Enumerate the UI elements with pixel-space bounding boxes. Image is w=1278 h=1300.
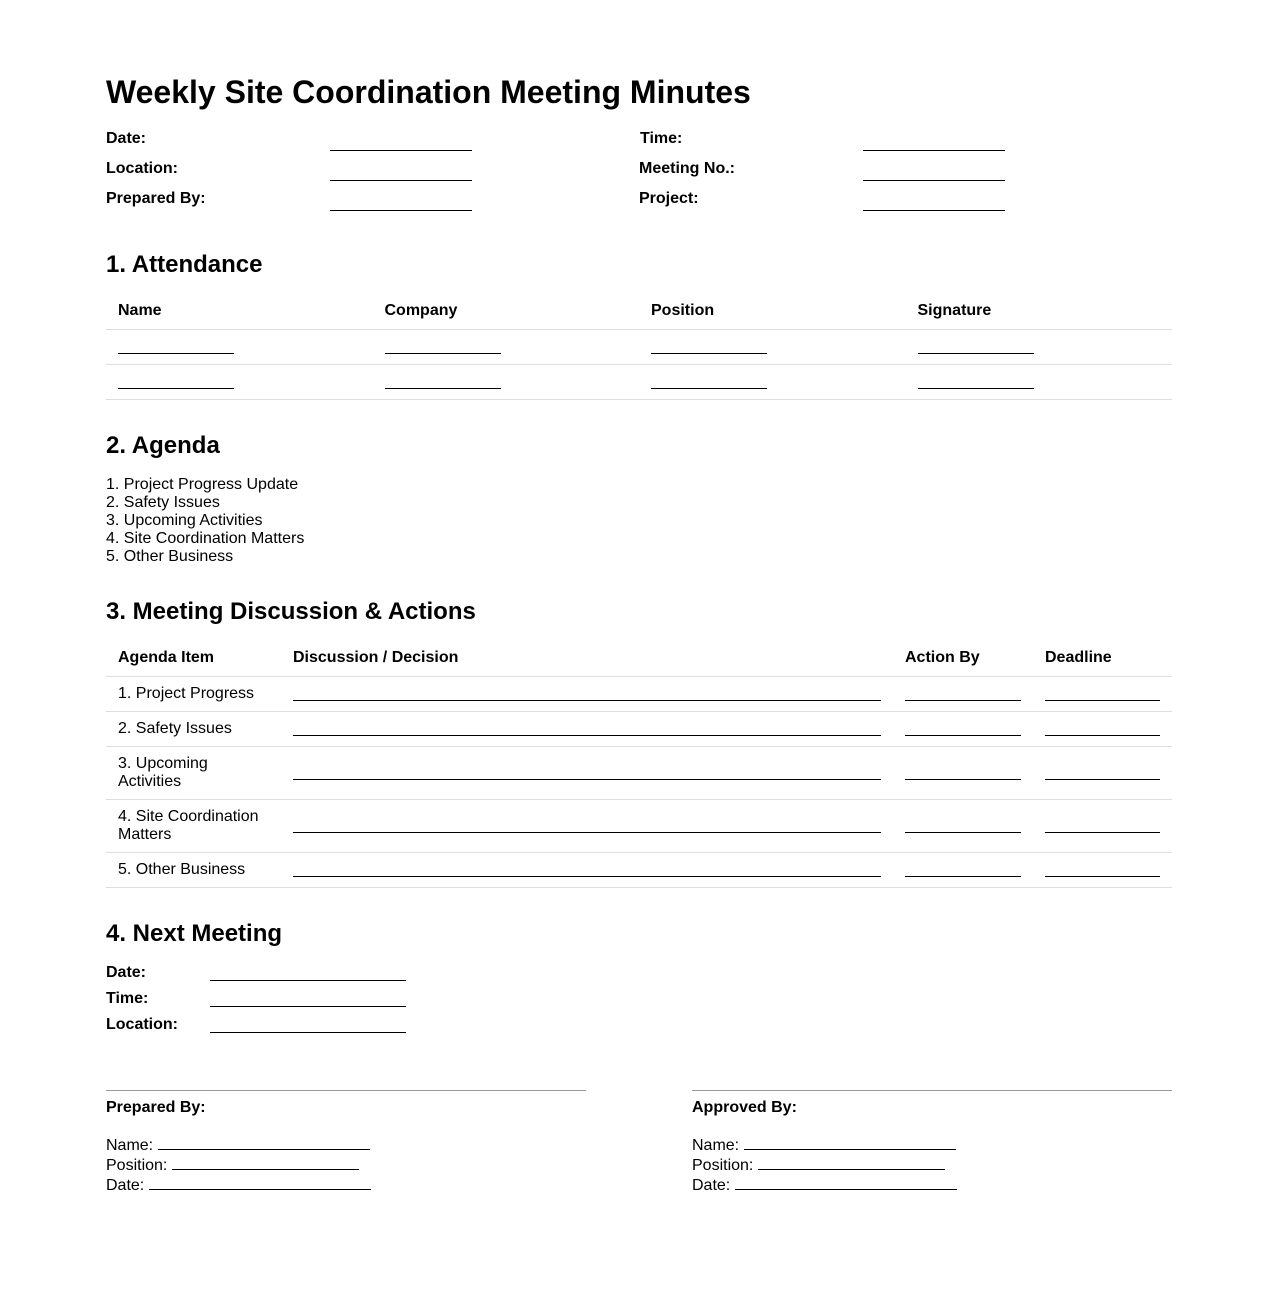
table-row [106, 799, 1172, 852]
prepared-by-field[interactable] [330, 188, 472, 211]
list-item: 5. Other Business [106, 548, 234, 565]
position-field[interactable] [651, 372, 767, 389]
table-row [106, 711, 1172, 746]
position-label: Position: [106, 1157, 168, 1174]
meeting-no-label: Meeting No.: [639, 160, 735, 177]
deadline-field[interactable] [1045, 684, 1160, 701]
agenda-list [106, 476, 304, 566]
list-item: 1. Project Progress Update [106, 476, 299, 493]
action-by-field[interactable] [905, 719, 1021, 736]
date-field[interactable] [149, 1175, 371, 1190]
approved-by-title: Approved By: [692, 1099, 797, 1116]
date-label: Date: [106, 1177, 145, 1194]
deadline-field[interactable] [1045, 816, 1160, 833]
deadline-field[interactable] [1045, 719, 1160, 736]
project-label: Project: [639, 190, 699, 207]
attendance-table [106, 294, 1172, 400]
name-label: Name: [692, 1137, 740, 1154]
deadline-field[interactable] [1045, 860, 1160, 877]
company-field[interactable] [385, 337, 501, 354]
time-label: Time: [640, 130, 683, 147]
column-header: Deadline [1033, 641, 1172, 676]
prepared-by-signoff [106, 1090, 586, 1195]
name-field[interactable] [118, 337, 234, 354]
next-time-label: Time: [106, 990, 149, 1007]
prepared-by-title: Prepared By: [106, 1099, 206, 1116]
deadline-field[interactable] [1045, 763, 1160, 780]
agenda-item-cell: 3. Upcoming Activities [106, 746, 281, 799]
date-label: Date: [692, 1177, 731, 1194]
company-field[interactable] [385, 372, 501, 389]
page-title: Weekly Site Coordination Meeting Minutes [106, 74, 751, 110]
table-row [106, 329, 1172, 364]
next-meeting-heading: 4. Next Meeting [106, 920, 283, 947]
next-time-field[interactable] [210, 988, 406, 1007]
name-label: Name: [106, 1137, 154, 1154]
time-field[interactable] [863, 128, 1005, 151]
action-by-field[interactable] [905, 816, 1021, 833]
next-date-label: Date: [106, 964, 147, 981]
next-location-label: Location: [106, 1016, 178, 1033]
approved-by-signoff [692, 1090, 1172, 1195]
discussion-table [106, 641, 1172, 888]
date-field[interactable] [735, 1175, 957, 1190]
name-field[interactable] [158, 1135, 370, 1150]
agenda-item-cell: 5. Other Business [106, 852, 281, 887]
column-header: Agenda Item [106, 641, 281, 676]
attendance-heading: 1. Attendance [106, 251, 263, 278]
column-header: Discussion / Decision [281, 641, 893, 676]
location-label: Location: [106, 160, 178, 177]
next-date-field[interactable] [210, 962, 406, 981]
action-by-field[interactable] [905, 684, 1021, 701]
date-label: Date: [106, 130, 147, 147]
agenda-item-cell: 2. Safety Issues [106, 711, 281, 746]
project-field[interactable] [863, 188, 1005, 211]
signature-field[interactable] [918, 337, 1034, 354]
table-row [106, 676, 1172, 711]
column-header: Company [373, 294, 640, 329]
action-by-field[interactable] [905, 860, 1021, 877]
column-header: Position [639, 294, 906, 329]
location-field[interactable] [330, 158, 472, 181]
list-item: 2. Safety Issues [106, 494, 220, 511]
prepared-by-label: Prepared By: [106, 190, 206, 207]
next-location-field[interactable] [210, 1014, 406, 1033]
column-header: Name [106, 294, 373, 329]
agenda-item-cell: 4. Site Coordination Matters [106, 799, 281, 852]
date-field[interactable] [330, 128, 472, 151]
discussion-field[interactable] [293, 816, 881, 833]
discussion-heading: 3. Meeting Discussion & Actions [106, 598, 476, 625]
position-field[interactable] [758, 1155, 945, 1170]
table-row [106, 746, 1172, 799]
agenda-heading: 2. Agenda [106, 432, 220, 459]
position-field[interactable] [172, 1155, 359, 1170]
meeting-meta [106, 128, 1172, 218]
position-label: Position: [692, 1157, 754, 1174]
meeting-no-field[interactable] [863, 158, 1005, 181]
name-field[interactable] [118, 372, 234, 389]
list-item: 3. Upcoming Activities [106, 512, 263, 529]
discussion-field[interactable] [293, 684, 881, 701]
column-header: Signature [906, 294, 1173, 329]
agenda-item-cell: 1. Project Progress [106, 676, 281, 711]
signature-field[interactable] [918, 372, 1034, 389]
discussion-field[interactable] [293, 860, 881, 877]
table-row [106, 852, 1172, 887]
position-field[interactable] [651, 337, 767, 354]
column-header: Action By [893, 641, 1033, 676]
list-item: 4. Site Coordination Matters [106, 530, 305, 547]
discussion-field[interactable] [293, 763, 881, 780]
discussion-field[interactable] [293, 719, 881, 736]
action-by-field[interactable] [905, 763, 1021, 780]
name-field[interactable] [744, 1135, 956, 1150]
table-row [106, 364, 1172, 399]
